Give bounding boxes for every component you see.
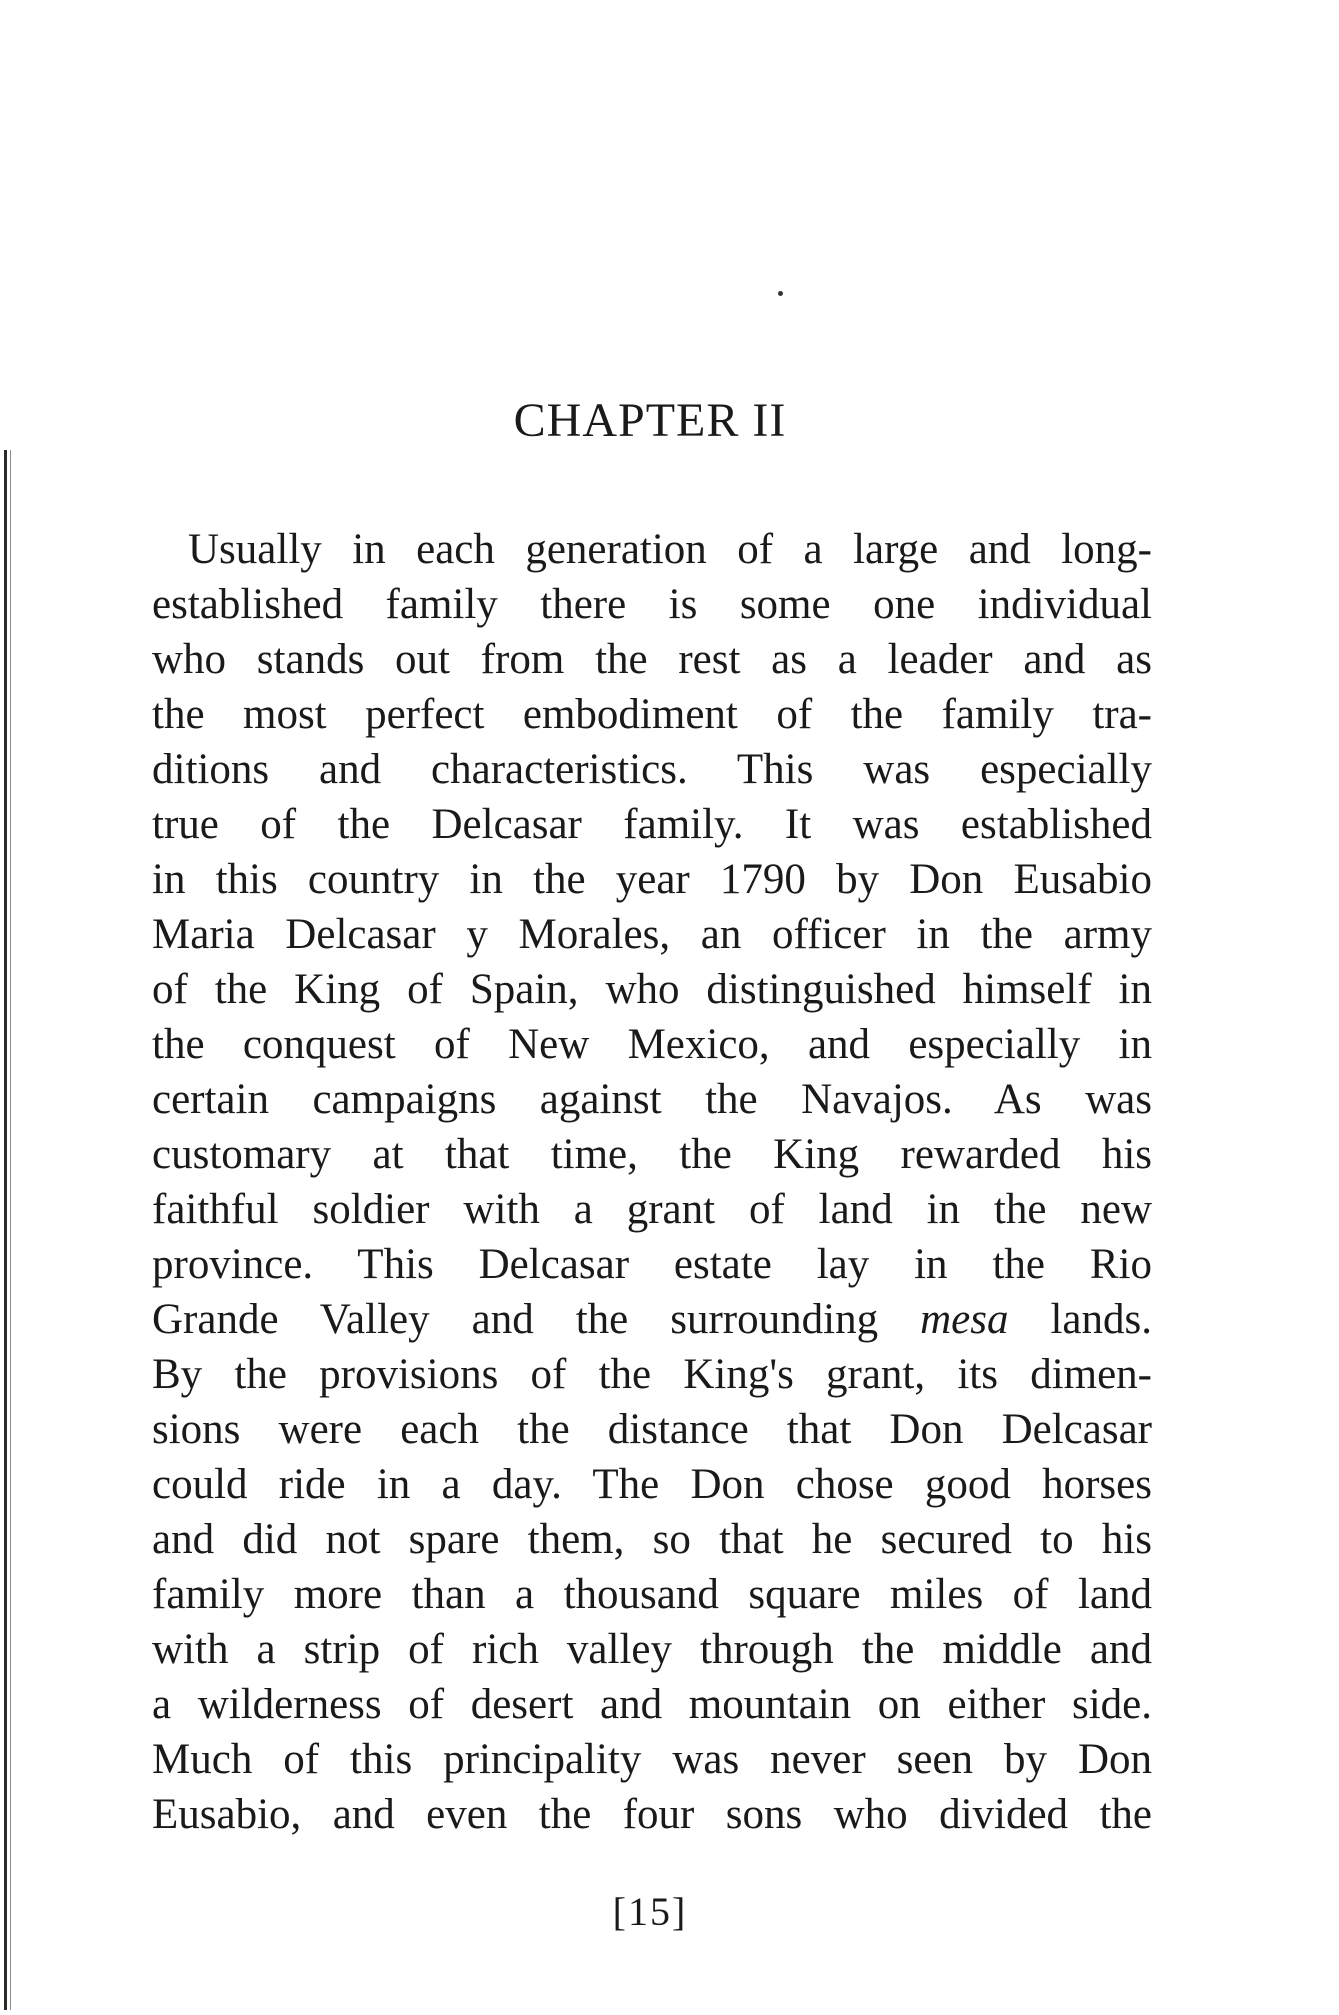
binding-edge bbox=[4, 450, 7, 2010]
text-line: Eusabio, and even the four sons who divided the bbox=[152, 1791, 1152, 1838]
text-line: Much of this principality was never seen by Don bbox=[152, 1736, 1152, 1783]
text-line: ditions and characteristics. This was especially bbox=[152, 746, 1152, 793]
page-number: [15] bbox=[612, 1889, 688, 1934]
text-line: in this country in the year 1790 by Don Eusabio bbox=[152, 856, 1152, 903]
text-line: faithful soldier with a grant of land in the new bbox=[152, 1186, 1152, 1233]
binding-edge-shadow bbox=[10, 450, 11, 2010]
text-line: could ride in a day. The Don chose good horses bbox=[152, 1461, 1152, 1508]
text-line: By the provisions of the King's grant, its dimen- bbox=[152, 1351, 1152, 1398]
text-line: a wilderness of desert and mountain on either side. bbox=[152, 1681, 1152, 1728]
text-line: sions were each the distance that Don Delcasar bbox=[152, 1406, 1152, 1453]
text-line: family more than a thousand square miles of land bbox=[152, 1571, 1152, 1618]
chapter-title: CHAPTER II bbox=[513, 394, 787, 447]
ink-speck bbox=[778, 291, 783, 296]
text-line: Maria Delcasar y Morales, an officer in the army bbox=[152, 911, 1152, 958]
text-line: Grande Valley and the surrounding mesa lands. bbox=[152, 1296, 1152, 1343]
text-line: the most perfect embodiment of the family tra- bbox=[152, 691, 1152, 738]
text-line: who stands out from the rest as a leader and as bbox=[152, 636, 1152, 683]
text-line: customary at that time, the King rewarded his bbox=[152, 1131, 1152, 1178]
text-line: established family there is some one individual bbox=[152, 581, 1152, 628]
text-line: of the King of Spain, who distinguished himself in bbox=[152, 966, 1152, 1013]
text-line: Usually in each generation of a large and long- bbox=[188, 526, 1152, 573]
text-line: true of the Delcasar family. It was established bbox=[152, 801, 1152, 848]
text-line: province. This Delcasar estate lay in the Rio bbox=[152, 1241, 1152, 1288]
text-line: the conquest of New Mexico, and especially in bbox=[152, 1021, 1152, 1068]
text-line: with a strip of rich valley through the middle and bbox=[152, 1626, 1152, 1673]
body-paragraph bbox=[152, 522, 1152, 1842]
text-line: and did not spare them, so that he secured to his bbox=[152, 1516, 1152, 1563]
text-line: certain campaigns against the Navajos. As was bbox=[152, 1076, 1152, 1123]
